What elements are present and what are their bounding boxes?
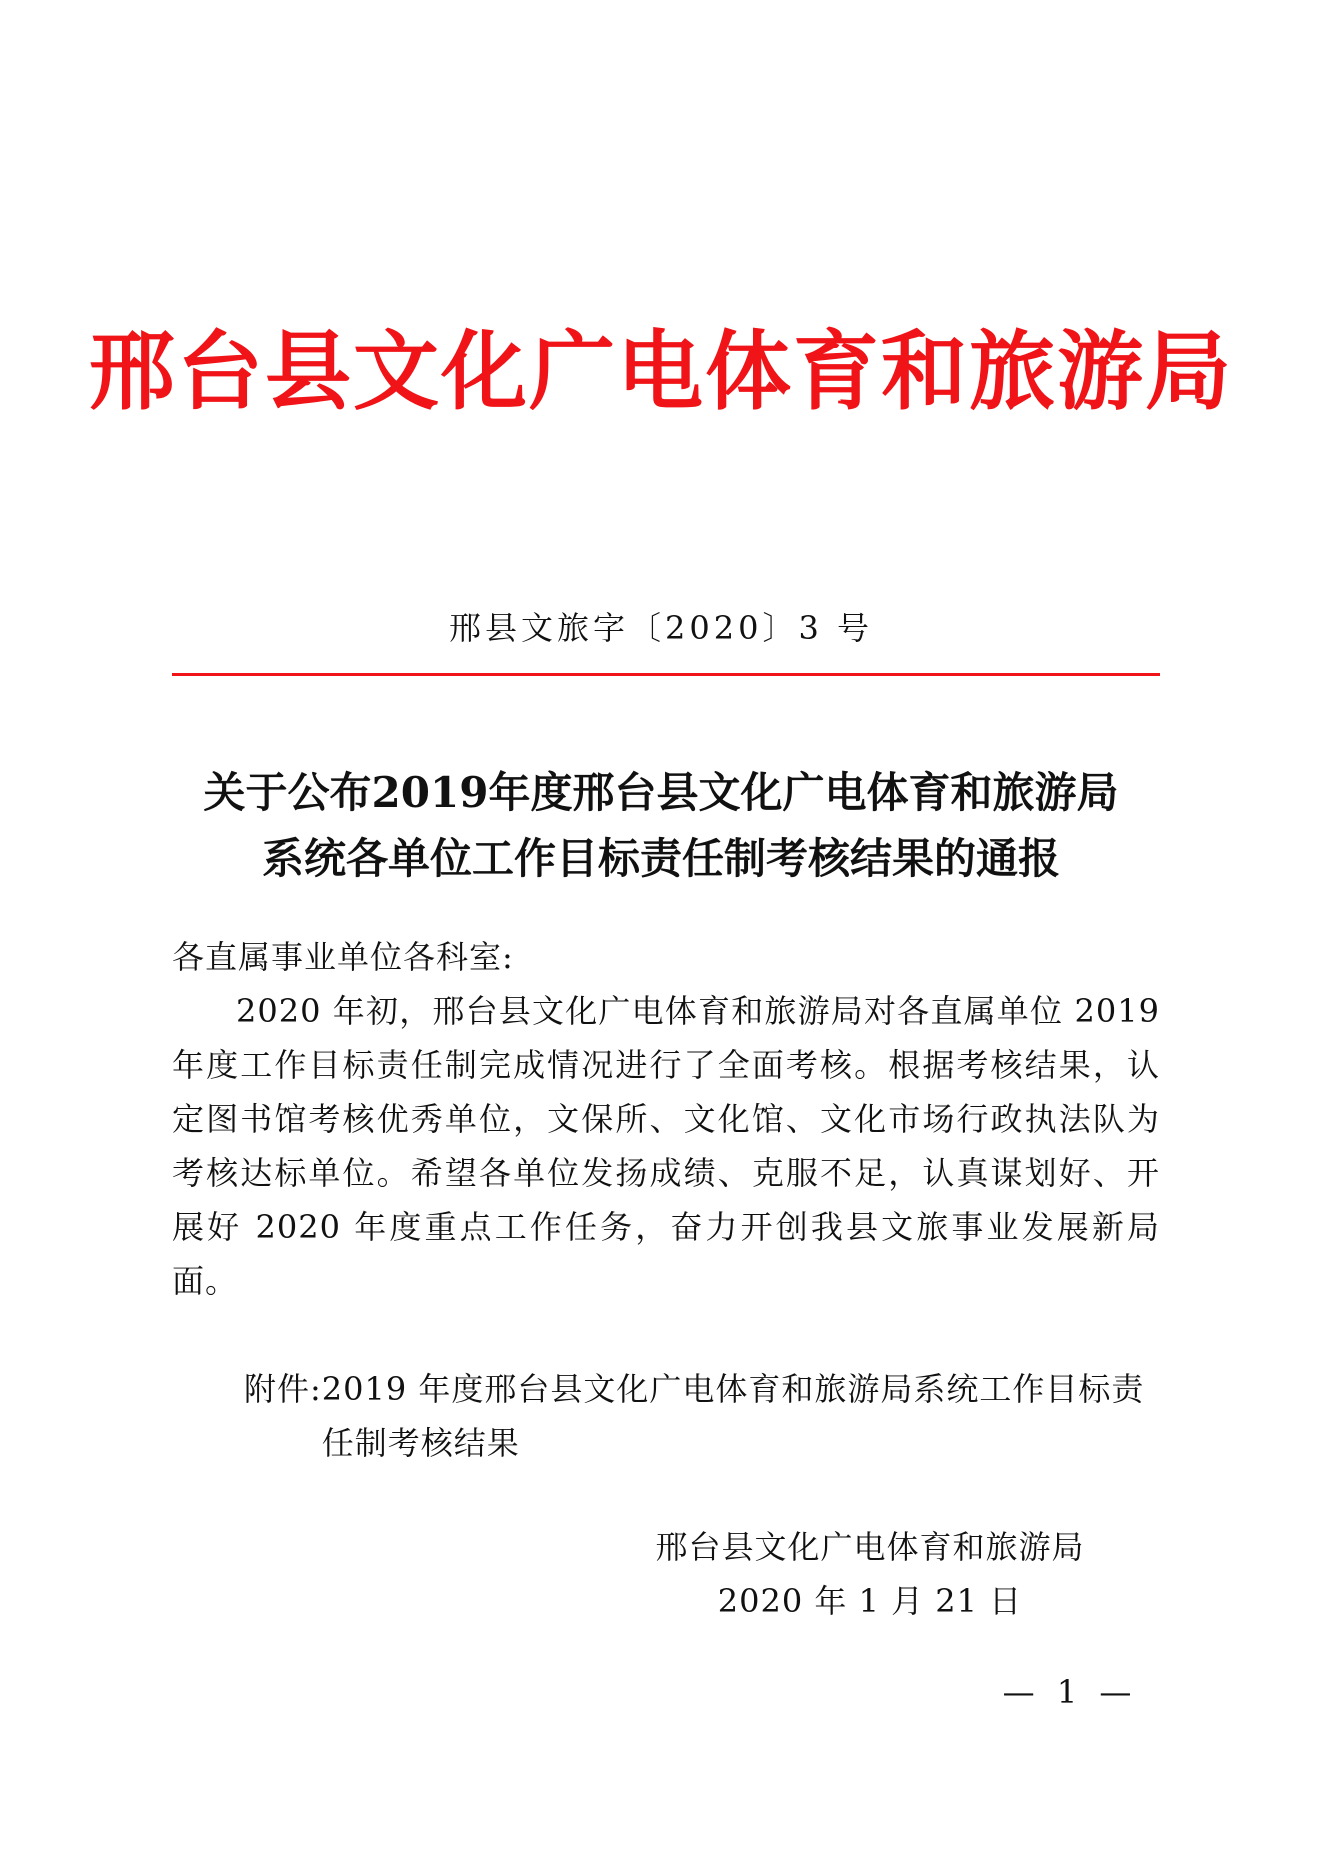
document-title-line-1: 关于公布2019年度邢台县文化广电体育和旅游局	[203, 768, 1119, 817]
signature-block	[620, 1520, 1120, 1628]
attachment-label: 附件:	[244, 1370, 322, 1408]
signature-date: 2020 年 1 月 21 日	[717, 1582, 1023, 1620]
attachment-text: 2019 年度邢台县文化广电体育和旅游局系统工作目标责任制考核结果	[321, 1370, 1145, 1462]
signature-organization: 邢台县文化广电体育和旅游局	[655, 1528, 1085, 1566]
document-title-line-2: 系统各单位工作目标责任制考核结果的通报	[261, 834, 1060, 883]
red-divider	[172, 673, 1160, 676]
document-title	[150, 760, 1172, 892]
page-number: — 1 —	[1002, 1673, 1138, 1711]
body-paragraph: 2020 年初，邢台县文化广电体育和旅游局对各直属单位 2019 年度工作目标责任制完成情况进行了全面考核。根据考核结果，认定图书馆考核优秀单位，文保所、文化馆、文化市场行政执法队为考核达标单位。希望各单位发扬成绩、克服不足，认真谋划好、开展好 2020 年度重点工作任务，奋力开创我县文旅事业发展新局面。	[172, 992, 1160, 1300]
issuer-header: 邢台县文化广电体育和旅游局	[89, 321, 1233, 422]
salutation: 各直属事业单位各科室:	[172, 938, 514, 976]
document-number: 邢县文旅字〔2020〕3 号	[449, 609, 873, 647]
attachment-block	[244, 1362, 1160, 1470]
